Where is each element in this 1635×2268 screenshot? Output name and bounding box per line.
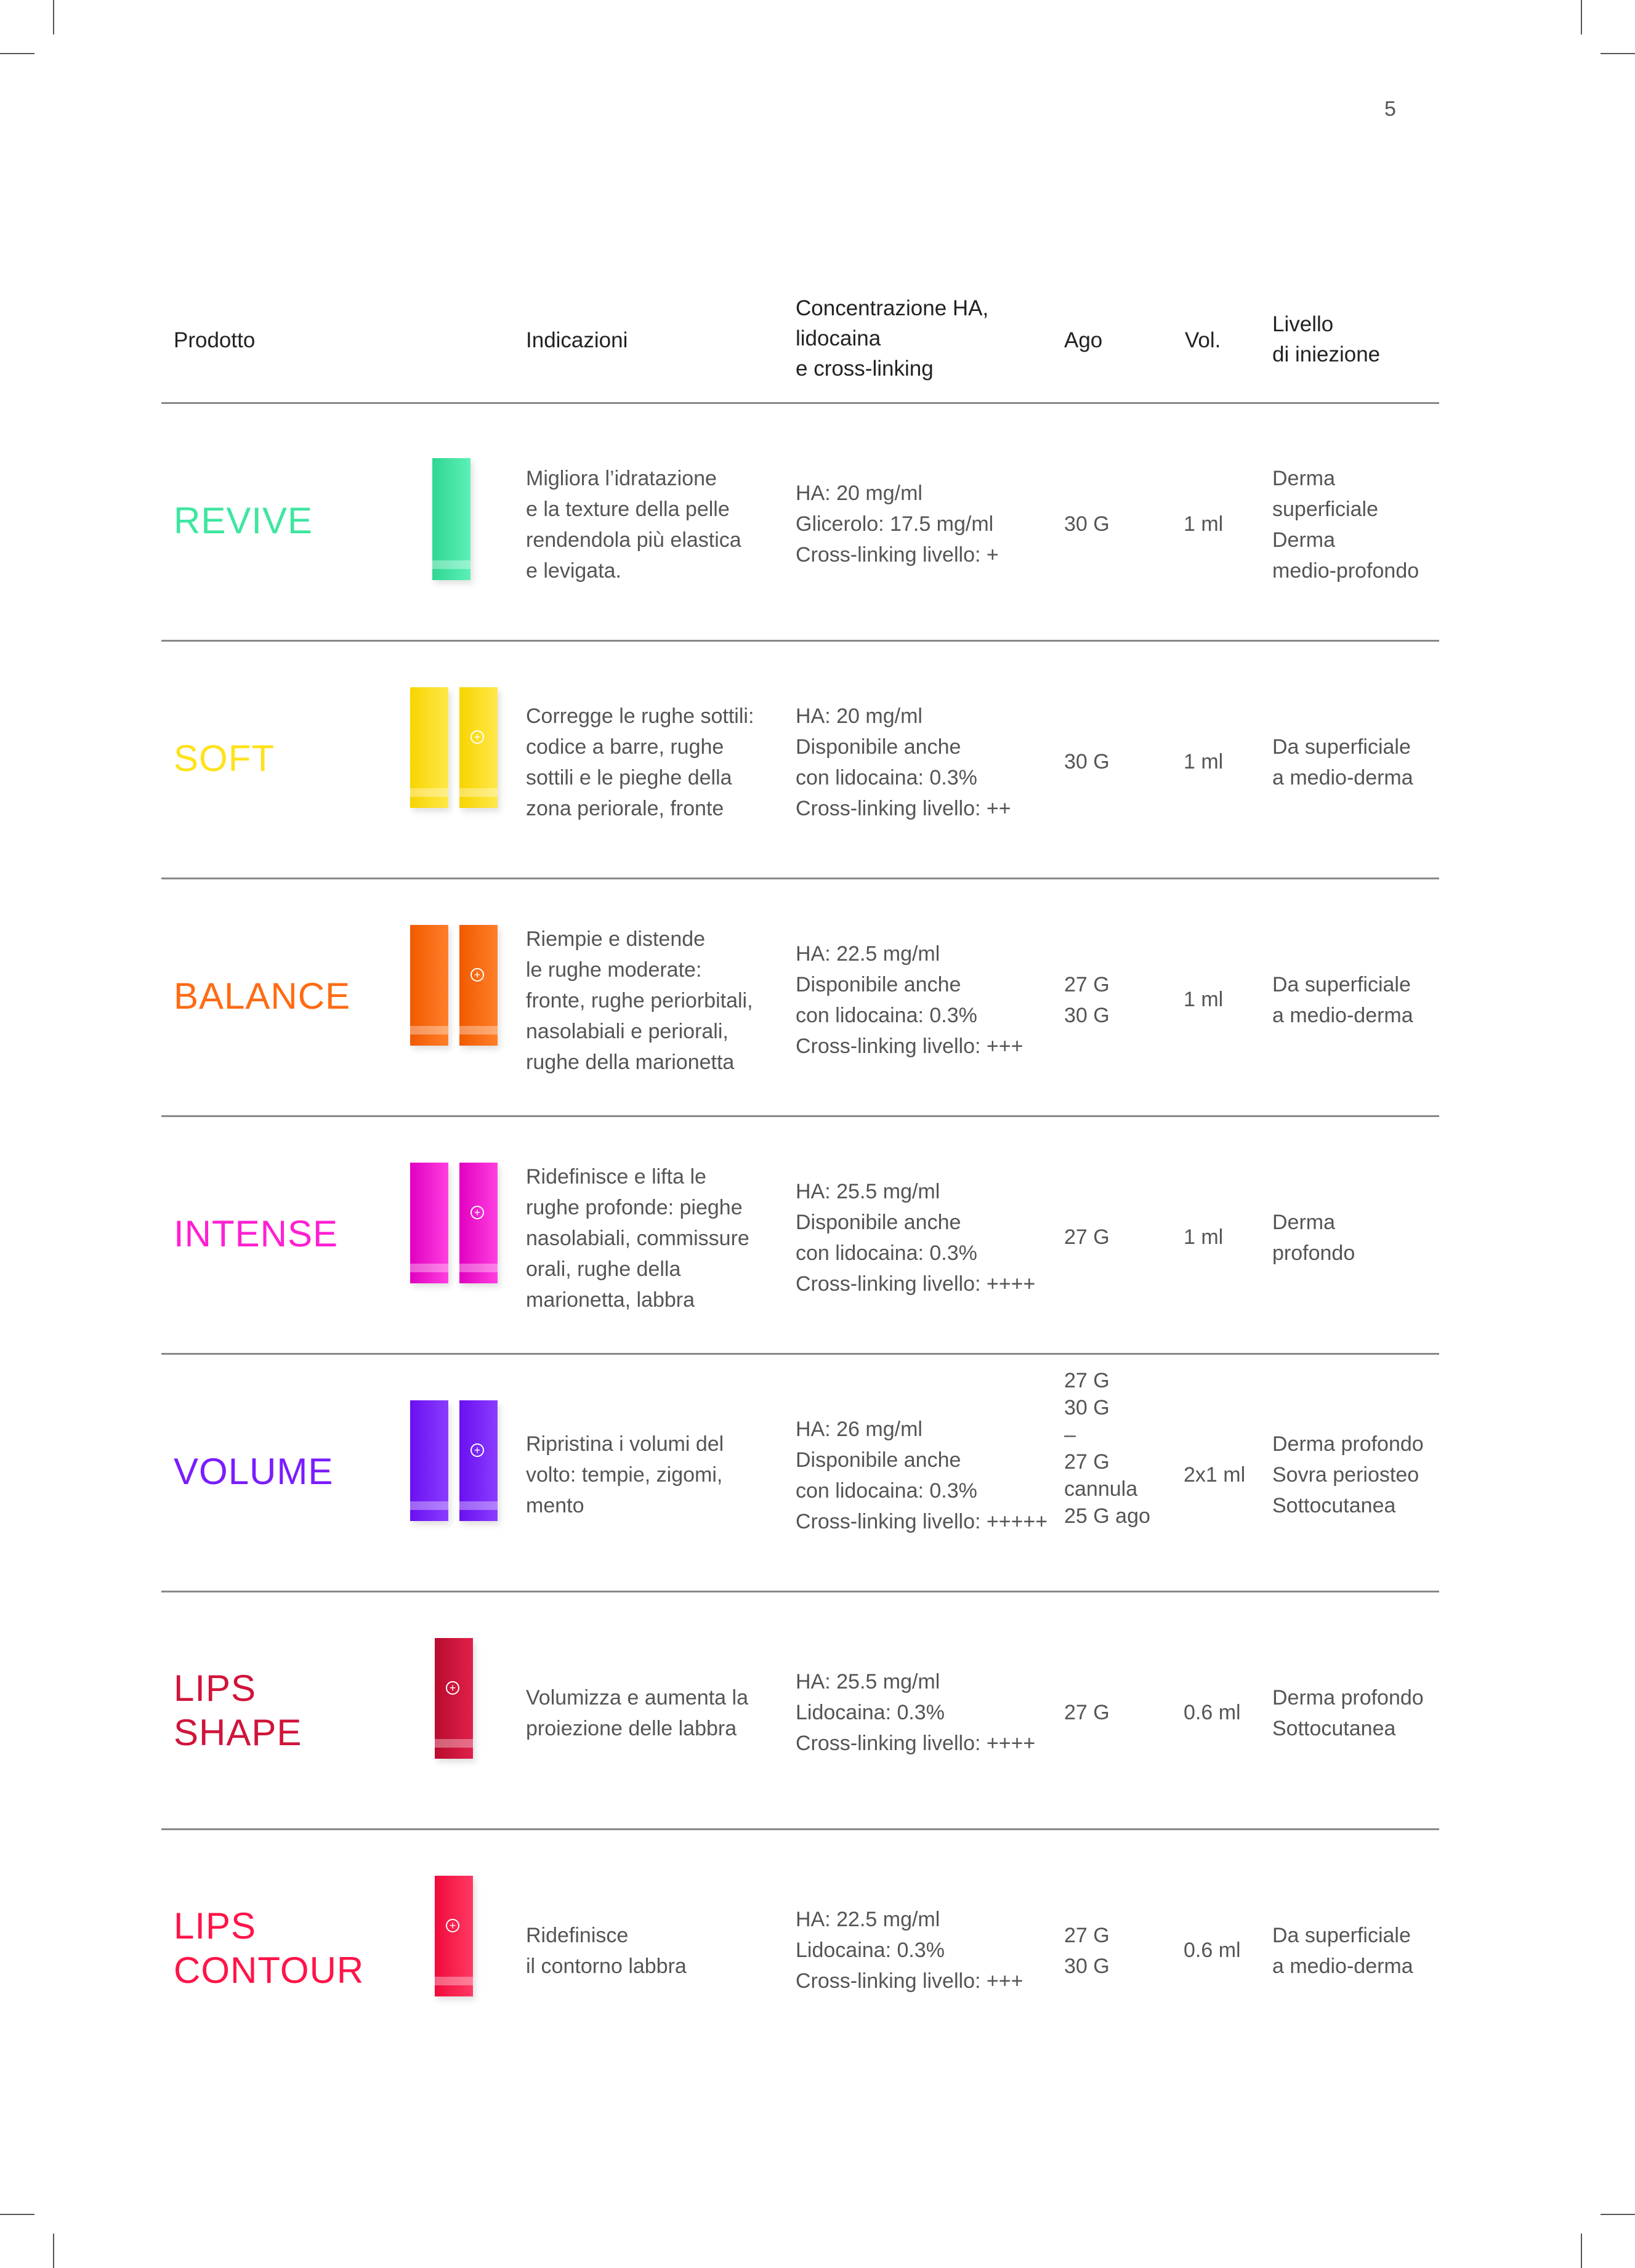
ago-cell: 27 G 30 G — [1064, 1924, 1110, 1978]
product-box-image: + — [435, 1876, 473, 1996]
table-row — [161, 1355, 1439, 1592]
product-box-image: + — [435, 1638, 473, 1759]
indicazioni-cell: Migliora l’idratazione e la texture della pelle rendendola più elastica e levigata. — [526, 467, 741, 583]
header-livello: Livello di iniezione — [1272, 312, 1381, 366]
concentrazione-cell: HA: 22.5 mg/ml Lidocaina: 0.3% Cross-linking livello: +++ — [796, 1908, 1023, 1993]
concentrazione-cell: HA: 22.5 mg/ml Disponibile anche con lidocaina: 0.3% Cross-linking livello: +++ — [796, 942, 1023, 1058]
ago-cell: 30 G — [1064, 750, 1110, 773]
concentrazione-cell: HA: 25.5 mg/ml Lidocaina: 0.3% Cross-linking livello: ++++ — [796, 1670, 1036, 1755]
livello-cell: Derma profondo Sottocutanea — [1272, 1686, 1424, 1740]
indicazioni-cell: Ripristina i volumi del volto: tempie, zigomi, mento — [526, 1432, 724, 1517]
header-ago: Ago — [1064, 328, 1103, 352]
product-name: REVIVE — [174, 500, 313, 541]
product-name: LIPS CONTOUR — [174, 1905, 365, 1991]
livello-cell: Derma superficiale Derma medio-profondo — [1272, 467, 1419, 583]
vol-cell: 0.6 ml — [1184, 1701, 1241, 1724]
table-row — [161, 404, 1439, 642]
table-row — [161, 1592, 1439, 1830]
product-name: SOFT — [174, 738, 275, 779]
product-box-image: + — [459, 687, 498, 808]
vol-cell: 2x1 ml — [1184, 1463, 1246, 1487]
indicazioni-cell: Volumizza e aumenta la proiezione delle labbra — [526, 1686, 748, 1740]
indicazioni-cell: Ridefinisce il contorno labbra — [526, 1924, 687, 1978]
table-header — [161, 293, 1439, 402]
livello-cell: Da superficiale a medio-derma — [1272, 973, 1413, 1027]
product-box-image — [410, 1400, 448, 1521]
vol-cell: 1 ml — [1184, 1225, 1224, 1249]
indicazioni-cell: Ridefinisce e lifta le rughe profonde: pieghe nasolabiali, commissure orali, rughe della marionetta, labbra — [526, 1165, 749, 1312]
product-box-image: + — [459, 1163, 498, 1283]
ago-cell: 27 G — [1064, 1225, 1110, 1249]
livello-cell: Derma profondo Sovra periosteo Sottocutanea — [1272, 1432, 1424, 1517]
crop-mark — [53, 2234, 54, 2268]
concentrazione-cell: HA: 20 mg/ml Glicerolo: 17.5 mg/ml Cross-linking livello: + — [796, 482, 999, 567]
product-name: INTENSE — [174, 1213, 339, 1254]
livello-cell: Da superficiale a medio-derma — [1272, 735, 1413, 789]
page-number: 5 — [1384, 97, 1397, 121]
indicazioni-cell: Riempie e distende le rughe moderate: fronte, rughe periorbitali, nasolabiali e periorali, rughe della marionetta — [526, 927, 753, 1074]
product-box-image — [410, 925, 448, 1046]
ago-cell: 27 G 30 G – 27 G cannula 25 G ago — [1064, 1369, 1150, 1528]
product-box-image — [410, 1163, 448, 1283]
header-prodotto: Prodotto — [174, 328, 256, 352]
crop-mark — [0, 2214, 34, 2215]
ago-cell: 27 G 30 G — [1064, 973, 1110, 1027]
ago-cell: 30 G — [1064, 512, 1110, 536]
vol-cell: 1 ml — [1184, 512, 1224, 536]
livello-cell: Derma profondo — [1272, 1211, 1355, 1265]
crop-mark — [1581, 2234, 1582, 2268]
product-box-image — [432, 458, 470, 580]
table-row — [161, 879, 1439, 1117]
crop-mark — [0, 53, 34, 54]
table-row — [161, 642, 1439, 879]
ago-cell: 27 G — [1064, 1701, 1110, 1724]
product-name: BALANCE — [174, 975, 351, 1017]
concentrazione-cell: HA: 25.5 mg/ml Disponibile anche con lidocaina: 0.3% Cross-linking livello: ++++ — [796, 1180, 1036, 1296]
product-name: LIPS SHAPE — [174, 1668, 302, 1753]
header-concentrazione: Concentrazione HA, lidocaina e cross-linking — [796, 296, 989, 381]
crop-mark — [53, 0, 54, 34]
concentrazione-cell: HA: 20 mg/ml Disponibile anche con lidocaina: 0.3% Cross-linking livello: ++ — [796, 704, 1011, 820]
header-indicazioni: Indicazioni — [526, 328, 628, 352]
product-box-image: + — [459, 925, 498, 1046]
crop-mark — [1601, 53, 1635, 54]
vol-cell: 1 ml — [1184, 750, 1224, 773]
product-box-image: + — [459, 1400, 498, 1521]
header-vol: Vol. — [1185, 328, 1221, 352]
indicazioni-cell: Corregge le rughe sottili: codice a barre, rughe sottili e le pieghe della zona periorale, fronte — [526, 704, 754, 820]
concentrazione-cell: HA: 26 mg/ml Disponibile anche con lidocaina: 0.3% Cross-linking livello: +++++ — [796, 1418, 1048, 1533]
table-row — [161, 1117, 1439, 1355]
vol-cell: 1 ml — [1184, 988, 1224, 1011]
product-box-image — [410, 687, 448, 808]
table-row — [161, 1830, 1439, 2068]
crop-mark — [1601, 2214, 1635, 2215]
livello-cell: Da superficiale a medio-derma — [1272, 1924, 1413, 1978]
crop-mark — [1581, 0, 1582, 34]
vol-cell: 0.6 ml — [1184, 1939, 1241, 1962]
product-name: VOLUME — [174, 1451, 334, 1492]
